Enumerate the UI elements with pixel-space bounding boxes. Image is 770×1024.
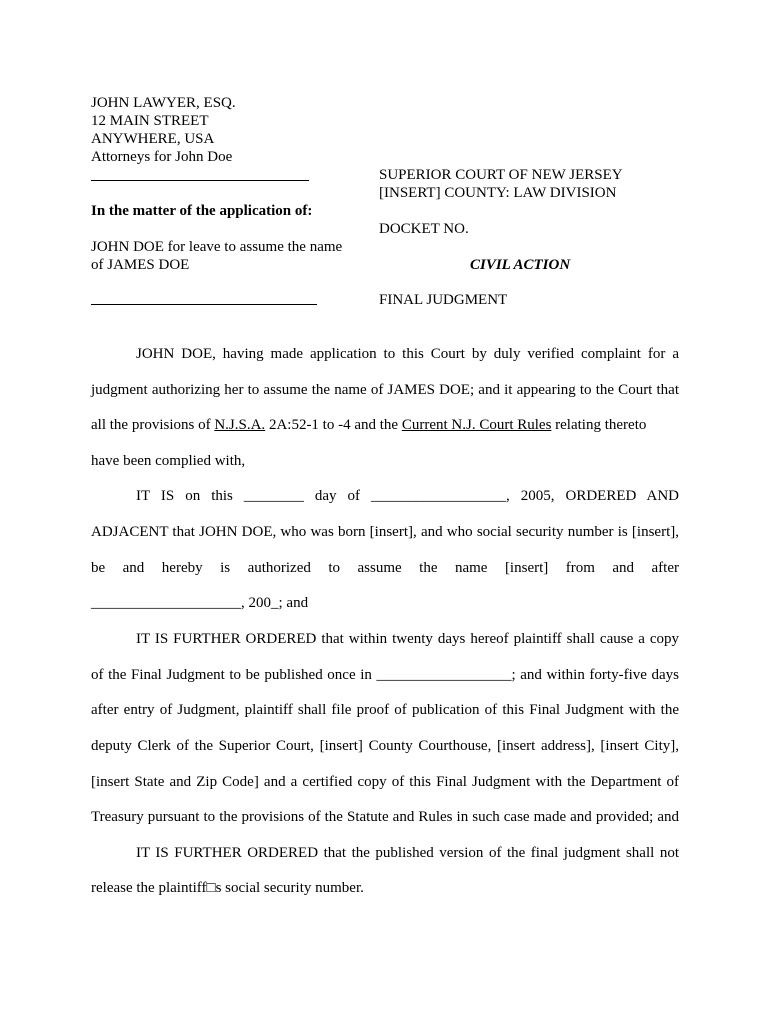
matter-line-1: JOHN DOE for leave to assume the name xyxy=(91,239,343,255)
paragraph-3-line-4: deputy Clerk of the Superior Court, [insert] County Courthouse, [insert address], [insert City], xyxy=(91,738,679,754)
court-rules-citation: Current N.J. Court Rules xyxy=(401,417,552,433)
paragraph-3-line-5: [insert State and Zip Code] and a certified copy of this Final Judgment with the Department of xyxy=(91,774,679,790)
paragraph-3-line-2: of the Final Judgment to be published once in __________________; and within forty-five days xyxy=(91,667,679,683)
civil-action-label: CIVIL ACTION xyxy=(470,257,571,273)
caption-rule-bottom xyxy=(91,304,317,305)
paragraph-1-line-2: judgment authorizing her to assume the name of JAMES DOE; and it appearing to the Court that xyxy=(91,382,679,398)
statute-post-text: relating thereto xyxy=(551,417,647,433)
paragraph-2-line-2: ADJACENT that JOHN DOE, who was born [insert], and who social security number is [insert], xyxy=(91,524,679,540)
paragraph-3-line-6: Treasury pursuant to the provisions of the Statute and Rules in such case made and provided; and xyxy=(91,809,679,825)
paragraph-2-line-3: be and hereby is authorized to assume the name [insert] from and after xyxy=(91,560,679,576)
paragraph-1-line-3 xyxy=(91,416,679,434)
matter-heading: In the matter of the application of: xyxy=(91,203,313,219)
paragraph-4-line-2: release the plaintiff□s social security number. xyxy=(91,880,364,896)
paragraph-3-line-1: IT IS FURTHER ORDERED that within twenty days hereof plaintiff shall cause a copy xyxy=(136,631,679,647)
paragraph-2-line-1: IT IS on this ________ day of __________________, 2005, ORDERED AND xyxy=(136,488,679,504)
statute-mid-text: 2A:52-1 to -4 and the xyxy=(265,417,402,433)
matter-line-2: of JAMES DOE xyxy=(91,257,190,273)
document-title: FINAL JUDGMENT xyxy=(379,292,508,308)
attorney-street: 12 MAIN STREET xyxy=(91,113,209,129)
signature-rule-top xyxy=(91,180,309,181)
docket-number: DOCKET NO. xyxy=(379,221,469,237)
attorney-city: ANYWHERE, USA xyxy=(91,131,215,147)
paragraph-1-line-4: have been complied with, xyxy=(91,453,246,469)
court-division: [INSERT] COUNTY: LAW DIVISION xyxy=(379,185,617,201)
statute-citation: N.J.S.A. xyxy=(214,417,266,433)
statute-pre-text: all the provisions of xyxy=(91,417,215,433)
court-name: SUPERIOR COURT OF NEW JERSEY xyxy=(379,167,623,183)
statute-intro xyxy=(91,416,646,434)
paragraph-4-line-1: IT IS FURTHER ORDERED that the published version of the final judgment shall not xyxy=(136,845,679,861)
paragraph-1-line-1: JOHN DOE, having made application to this Court by duly verified complaint for a xyxy=(136,346,679,362)
paragraph-3-line-3: after entry of Judgment, plaintiff shall file proof of publication of this Final Judgment with the xyxy=(91,702,679,718)
attorney-role: Attorneys for John Doe xyxy=(91,149,233,165)
paragraph-2-line-4: ____________________, 200_; and xyxy=(91,595,309,611)
attorney-name: JOHN LAWYER, ESQ. xyxy=(91,95,236,111)
